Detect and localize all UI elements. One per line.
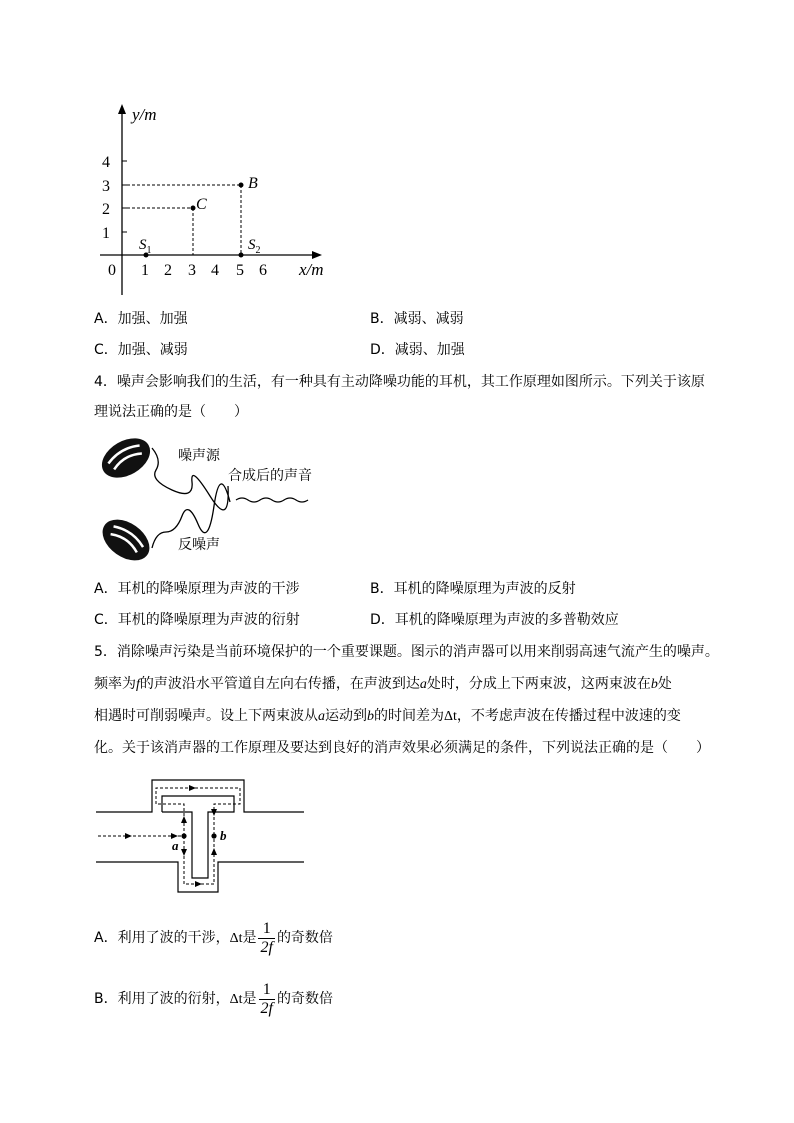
x-tick-1: 1 (141, 262, 149, 279)
x-tick-6: 6 (259, 262, 267, 279)
pipe-bottom-wall (96, 862, 304, 892)
origin-label: 0 (108, 262, 116, 279)
earphone-bottom-icon (95, 511, 157, 569)
point-a-label: a (172, 838, 179, 853)
earphone-top-icon (95, 430, 157, 485)
combined-wave (236, 498, 308, 502)
q5-stem-line2: 频率为f的声波沿水平管道自左向右传播，在声波到达a处时，分成上下两束波，这两束波在b处 (94, 676, 672, 692)
x-axis-label: x/m (299, 260, 324, 279)
q5-stem-line4: 化。关于该消声器的工作原理及要达到良好的消声效果必须满足的条件，下列说法正确的是（ ） (94, 740, 710, 756)
q4-option-b[interactable]: B．耳机的降噪原理为声波的反射 (370, 581, 576, 597)
coordinate-graph (90, 95, 350, 300)
q4-option-d[interactable]: D．耳机的降噪原理为声波的多普勒效应 (370, 612, 619, 628)
q5-option-a[interactable]: A．利用了波的干涉，Δt是 $\frac{1}{2f}$ 的奇数倍 (94, 919, 333, 956)
silencer-figure (94, 778, 309, 896)
y-tick-2: 2 (102, 201, 110, 218)
fraction-1-over-2f: $\frac{1}{2f}$ (260, 980, 273, 1017)
point-b (211, 833, 216, 838)
combined-sound-label: 合成后的声音 (228, 468, 312, 484)
x-axis-arrow (312, 251, 322, 259)
point-b-label: B (248, 175, 258, 192)
y-axis-arrow (118, 104, 126, 114)
point-c (191, 206, 196, 211)
q4-option-a[interactable]: A．耳机的降噪原理为声波的干涉 (94, 581, 300, 597)
point-a (181, 833, 186, 838)
noise-source-label: 噪声源 (178, 448, 220, 464)
lower-path (184, 836, 214, 884)
q3-option-d[interactable]: D．减弱、加强 (370, 342, 465, 358)
point-s2 (239, 253, 244, 258)
y-axis-label: y/m (132, 105, 157, 124)
q3-option-c[interactable]: C．加强、减弱 (94, 342, 188, 358)
q4-stem-line2: 理说法正确的是（ ） (94, 404, 248, 420)
x-tick-5: 5 (236, 262, 244, 279)
point-s2-label: $S_2$ (248, 237, 261, 256)
q5-option-b[interactable]: B．利用了波的衍射，Δt是 $\frac{1}{2f}$ 的奇数倍 (94, 980, 333, 1017)
y-tick-4: 4 (102, 154, 110, 171)
y-tick-1: 1 (102, 225, 110, 242)
point-b-label: b (220, 828, 227, 843)
y-tick-3: 3 (102, 178, 110, 195)
x-tick-2: 2 (164, 262, 172, 279)
q3-option-b[interactable]: B．减弱、减弱 (370, 311, 464, 327)
q4-stem-line1: 4．噪声会影响我们的生活，有一种具有主动降噪功能的耳机，其工作原理如图所示。下列关于该原 (94, 374, 705, 390)
q5-stem-line3: 相遇时可削弱噪声。设上下两束波从a运动到b的时间差为Δt，不考虑声波在传播过程中波速的变 (94, 708, 681, 724)
point-s1-label: $S_1$ (139, 237, 152, 256)
x-tick-4: 4 (211, 262, 219, 279)
point-c-label: C (196, 196, 207, 213)
anti-noise-label: 反噪声 (178, 537, 220, 553)
q5-stem-line1: 5．消除噪声污染是当前环境保护的一个重要课题。图示的消声器可以用来削弱高速气流产生的噪声。 (94, 644, 719, 660)
q3-option-a[interactable]: A．加强、加强 (94, 311, 188, 327)
fraction-1-over-2f: $\frac{1}{2f}$ (260, 919, 273, 956)
x-tick-3: 3 (188, 262, 196, 279)
q4-option-c[interactable]: C．耳机的降噪原理为声波的衍射 (94, 612, 300, 628)
point-b (239, 183, 244, 188)
